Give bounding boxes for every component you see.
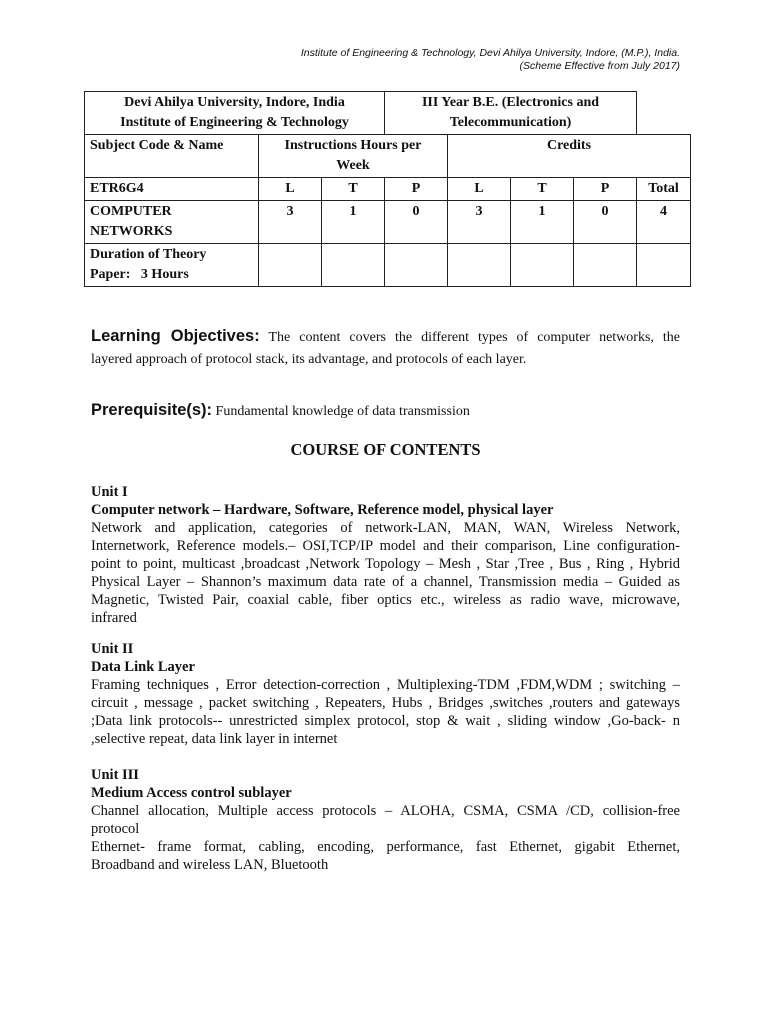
unit-heading: Data Link Layer <box>91 659 195 675</box>
duration-cell <box>85 244 259 287</box>
hours-header-t: T <box>322 178 385 201</box>
prerequisites-label: Prerequisite(s): <box>91 401 213 419</box>
unit-1 <box>91 483 680 627</box>
institute-name: Institute of Engineering & Technology <box>120 115 349 130</box>
subject-name-line2: NETWORKS <box>90 224 173 239</box>
hours-value-p: 0 <box>385 201 448 244</box>
header-scheme-line: (Scheme Effective from July 2017) <box>519 60 680 72</box>
hours-header-p: P <box>385 178 448 201</box>
duration-line1: Duration of Theory <box>90 247 207 262</box>
unit-3 <box>91 766 680 874</box>
table-row <box>85 244 691 287</box>
hours-value-t: 1 <box>322 201 385 244</box>
credit-value-p: 0 <box>574 201 637 244</box>
unit-heading: Computer network – Hardware, Software, Reference model, physical layer <box>91 502 554 518</box>
unit-text-line: Magnetic, Twisted Pair, coaxial cable, fiber optics etc., wireless as radio wave, microwave, <box>91 592 680 608</box>
credit-header-total: Total <box>637 178 691 201</box>
unit-text-line: point to point, multicast ,broadcast ,Network Topology – Mesh , Star ,Tree , Bus , Ring , Hybrid <box>91 556 680 572</box>
credit-header-t: T <box>511 178 574 201</box>
unit-text-line: Broadband and wireless LAN, Bluetooth <box>91 857 329 873</box>
credit-value-total: 4 <box>637 201 691 244</box>
unit-text-line: Network and application, categories of network-LAN, MAN, WAN, Wireless Network, <box>91 520 680 536</box>
unit-text-line: Ethernet- frame format, cabling, encoding, performance, fast Ethernet, gigabit Ethernet, <box>91 839 680 855</box>
university-name: Devi Ahilya University, Indore, India <box>124 95 345 110</box>
page-header <box>160 47 680 73</box>
university-cell <box>85 92 385 135</box>
course-contents-title: COURSE OF CONTENTS <box>290 440 481 459</box>
empty-cell <box>259 244 322 287</box>
duration-line2: Paper: 3 Hours <box>90 267 189 282</box>
unit-text-line: Framing techniques , Error detection-correction , Multiplexing-TDM ,FDM,WDM ; switching – <box>91 677 680 693</box>
empty-cell <box>511 244 574 287</box>
unit-text-line: ,selective repeat, data link layer in internet <box>91 731 338 747</box>
credit-header-p: P <box>574 178 637 201</box>
unit-heading: Medium Access control sublayer <box>91 785 292 801</box>
unit-title: Unit III <box>91 767 139 783</box>
learning-objectives-label: Learning Objectives: <box>91 327 260 345</box>
unit-text-line: Internetwork, Reference models.– OSI,TCP/IP model and their comparison, Line configuration- <box>91 538 680 554</box>
credit-value-t: 1 <box>511 201 574 244</box>
empty-cell <box>574 244 637 287</box>
learning-objectives-text-line1: The content covers the different types of computer networks, the <box>268 330 680 345</box>
learning-objectives <box>91 325 680 371</box>
subject-name-cell <box>85 201 259 244</box>
unit-title: Unit I <box>91 484 128 500</box>
instructions-label-line2: Week <box>336 158 370 173</box>
hours-header-l: L <box>259 178 322 201</box>
empty-cell <box>637 244 691 287</box>
unit-2 <box>91 640 680 748</box>
table-row <box>85 135 691 178</box>
empty-cell <box>385 244 448 287</box>
empty-cell <box>322 244 385 287</box>
prerequisites-text: Fundamental knowledge of data transmission <box>215 404 470 419</box>
unit-text-line: protocol <box>91 821 140 837</box>
table-row <box>85 92 691 135</box>
credit-value-l: 3 <box>448 201 511 244</box>
scheme-table <box>84 91 691 287</box>
program-line1: III Year B.E. (Electronics and <box>421 95 600 110</box>
unit-text-line: ;Data link protocols-- unrestricted simplex protocol, stop & wait , sliding window ,Go-back- n <box>91 713 680 729</box>
subject-code-cell: ETR6G4 <box>85 178 259 201</box>
prerequisites <box>91 399 680 423</box>
program-line2: Telecommunication) <box>449 115 572 130</box>
unit-text-line: Physical Layer – Shannon’s maximum data rate of a channel, Transmission media – Guided as <box>91 574 680 590</box>
table-row <box>85 178 691 201</box>
empty-cell <box>448 244 511 287</box>
hours-value-l: 3 <box>259 201 322 244</box>
subject-label-cell: Subject Code & Name <box>85 135 259 178</box>
credit-header-l: L <box>448 178 511 201</box>
unit-text-line: circuit , message , packet switching , Repeaters, Hubs , Bridges ,switches ,routers and gateways <box>91 695 680 711</box>
header-institute-line: Institute of Engineering & Technology, Devi Ahilya University, Indore, (M.P.), India. <box>300 47 680 59</box>
instructions-label-line1: Instructions Hours per <box>284 138 422 153</box>
credits-label-cell: Credits <box>448 135 691 178</box>
unit-text-line: infrared <box>91 610 137 626</box>
learning-objectives-text-line2: layered approach of protocol stack, its advantage, and protocols of each layer. <box>91 352 527 367</box>
unit-title: Unit II <box>91 641 134 657</box>
table-row <box>85 201 691 244</box>
program-cell <box>385 92 637 135</box>
instructions-label-cell <box>259 135 448 178</box>
unit-text-line: Channel allocation, Multiple access protocols – ALOHA, CSMA, CSMA /CD, collision-free <box>91 803 680 819</box>
subject-name-line1: COMPUTER <box>90 204 172 219</box>
